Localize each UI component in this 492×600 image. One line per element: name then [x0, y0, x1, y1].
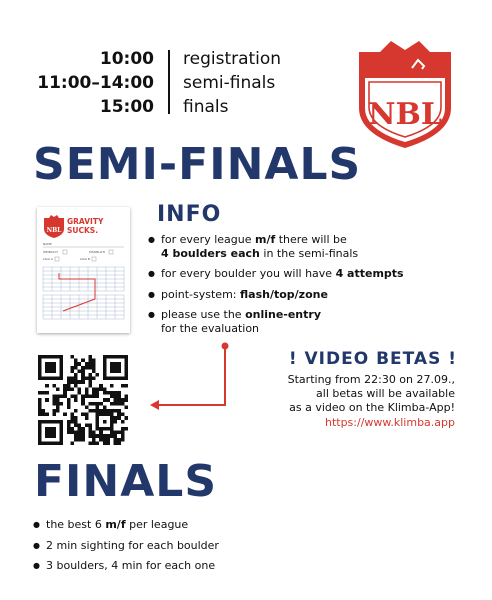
video-betas-heading: ! VIDEO BETAS !: [288, 349, 457, 369]
schedule-time: 11:00–14:00: [37, 73, 154, 93]
scoresheet-title-2: SUCKS.: [67, 226, 99, 235]
schedule-divider: [168, 50, 170, 114]
schedule-event: semi-finals: [183, 73, 276, 93]
scoresheet-league-a: LIGA A: [43, 257, 53, 261]
scoresheet-title-1: GRAVITY: [67, 217, 104, 226]
video-line: all betas will be available: [316, 387, 455, 400]
info-list-item: ● please use the online-entry for the evaluation: [148, 308, 448, 335]
finals-list: [33, 518, 333, 580]
scoresheet-league-b: LIGA B: [80, 257, 90, 261]
finals-list-item: ● the best 6 m/f per league: [33, 518, 333, 532]
video-line: Starting from 22:30 on 27.09.,: [287, 373, 455, 386]
schedule-event: registration: [183, 49, 282, 69]
scoresheet-logo: NBL: [46, 227, 62, 234]
finals-heading: FINALS: [34, 456, 218, 507]
schedule-times: [20, 47, 154, 119]
finals-list-item: ● 2 min sighting for each boulder: [33, 539, 333, 553]
schedule-event: finals: [183, 97, 229, 117]
qr-code[interactable]: [38, 355, 128, 445]
semi-finals-heading: SEMI-FINALS: [33, 139, 362, 190]
klimba-link[interactable]: https://www.klimba.app: [324, 416, 455, 429]
schedule-time: 15:00: [99, 97, 154, 117]
finals-list-item: ● 3 boulders, 4 min for each one: [33, 559, 333, 573]
info-list-item: ● for every league m/f there will be 4 boulders each in the semi-finals: [148, 233, 448, 260]
info-list: [148, 233, 448, 342]
schedule-time: 10:00: [99, 49, 154, 69]
scoresheet-name: NAME: [43, 242, 52, 246]
nbl-shield-logo: [356, 38, 454, 150]
info-list-item: ● for every boulder you will have 4 attempts: [148, 267, 448, 281]
scoresheet-col-left: WEIBLICH: [43, 250, 58, 254]
red-arrow: [140, 340, 240, 415]
scoresheet-thumbnail: [37, 207, 130, 333]
video-line: as a video on the Klimba-App!: [289, 401, 455, 414]
logo-text: NBL: [368, 97, 442, 132]
info-list-item: ● point-system: flash/top/zone: [148, 288, 448, 302]
schedule-events: [183, 47, 281, 119]
info-heading: INFO: [157, 202, 222, 227]
scoresheet-col-right: MÄNNLICH: [89, 250, 106, 254]
video-betas-text: [262, 373, 455, 415]
